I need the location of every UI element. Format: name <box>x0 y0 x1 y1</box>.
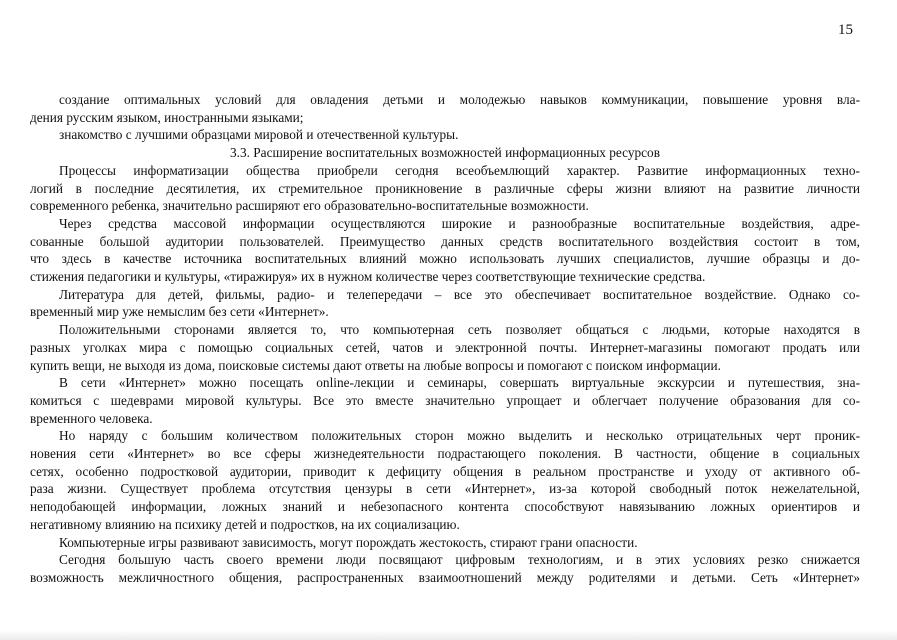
text-line: негативному влиянию на психику детей и подростков, на их социализацию. <box>30 516 460 532</box>
section-heading: 3.3. Расширение воспитательных возможностей информационных ресурсов <box>230 145 660 161</box>
text-line: раза жизни. Существует проблема отсутствия цензуры в сети «Интернет», из-за которой свободный поток нежелательной, <box>30 481 860 497</box>
text-line: Компьютерные игры развивают зависимость, могут порождать жестокость, стирают грани опасности. <box>59 534 638 550</box>
text-line: логий в последние десятилетия, их стремительное проникновение в различные сферы жизни влияют на развитие личности <box>30 180 860 196</box>
text-line: разных уголках мира с помощью социальных сетей, чатов и электронной почты. Интернет-магазины помогают продать или <box>30 339 860 355</box>
text-line: Процессы информатизации общества приобрели сегодня всеобъемлющий характер. Развитие информационных техно- <box>59 162 860 178</box>
text-line: Через средства массовой информации осуществляются широкие и разнообразные воспитательные воздействия, адре- <box>59 215 860 231</box>
text-line: сованные большой аудитории пользователей. Преимущество данных средств воспитательного воздействия состоит в том, <box>30 233 860 249</box>
scan-edge <box>0 630 897 640</box>
text-line: временный мир уже немыслим без сети «Интернет». <box>30 304 329 320</box>
text-line: новения сети «Интернет» во все сферы жизнедеятельности подрастающего поколения. В частности, общение в социальных <box>30 446 860 462</box>
body-text <box>30 91 860 587</box>
text-line: стижения педагогики и культуры, «тиражируя» их в нужном количестве через соответствующие технические средства. <box>30 269 706 285</box>
text-line: неподобающей информации, ложных знаний и небезопасного контента способствуют навязыванию ложных ориентиров и <box>30 499 860 515</box>
text-line: возможность межличностного общения, распространенных взаимоотношений между родителями и детьми. Сеть «Интернет» <box>30 569 860 585</box>
text-line: дения русским языком, иностранными языками; <box>30 109 304 125</box>
text-line: Сегодня большую часть своего времени люди посвящают цифровым технологиям, и в этих условиях резко снижается <box>59 552 860 568</box>
text-line: В сети «Интернет» можно посещать online-лекции и семинары, совершать виртуальные экскурсии и путешествия, зна- <box>59 375 860 391</box>
text-line: Литература для детей, фильмы, радио- и телепередачи – все это обеспечивает воспитательное воздействие. Однако со- <box>59 286 860 302</box>
text-line: комиться с шедеврами мировой культуры. Все это вместе значительно упрощает и облегчает получение образования для со- <box>30 392 860 408</box>
text-line: современного ребенка, значительно расширяют его образовательно-воспитательные возможности. <box>30 198 589 214</box>
text-line: что здесь в качестве источника воспитательных влияний можно использовать лучших специалистов, лучшие образцы и до- <box>30 251 860 267</box>
text-line: временного человека. <box>30 410 153 426</box>
text-line: создание оптимальных условий для овладения детьми и молодежью навыков коммуникации, повышение уровня вла- <box>59 92 860 107</box>
text-line: Положительными сторонами является то, что компьютерная сеть позволяет общаться с людьми, которые находятся в <box>59 322 860 338</box>
text-line: знакомство с лучшими образцами мировой и отечественной культуры. <box>59 127 459 143</box>
text-line: сетях, особенно подростковой аудитории, приводит к дефициту общения в реальном пространстве и уходу от активного об- <box>30 463 860 479</box>
text-line: купить вещи, не выходя из дома, поисковые системы дают ответы на любые вопросы и помогают с поиском информации. <box>30 357 721 373</box>
page-number: 15 <box>838 22 853 38</box>
text-line: Но наряду с большим количеством положительных сторон можно выделить и несколько отрицательных черт проник- <box>59 428 860 444</box>
